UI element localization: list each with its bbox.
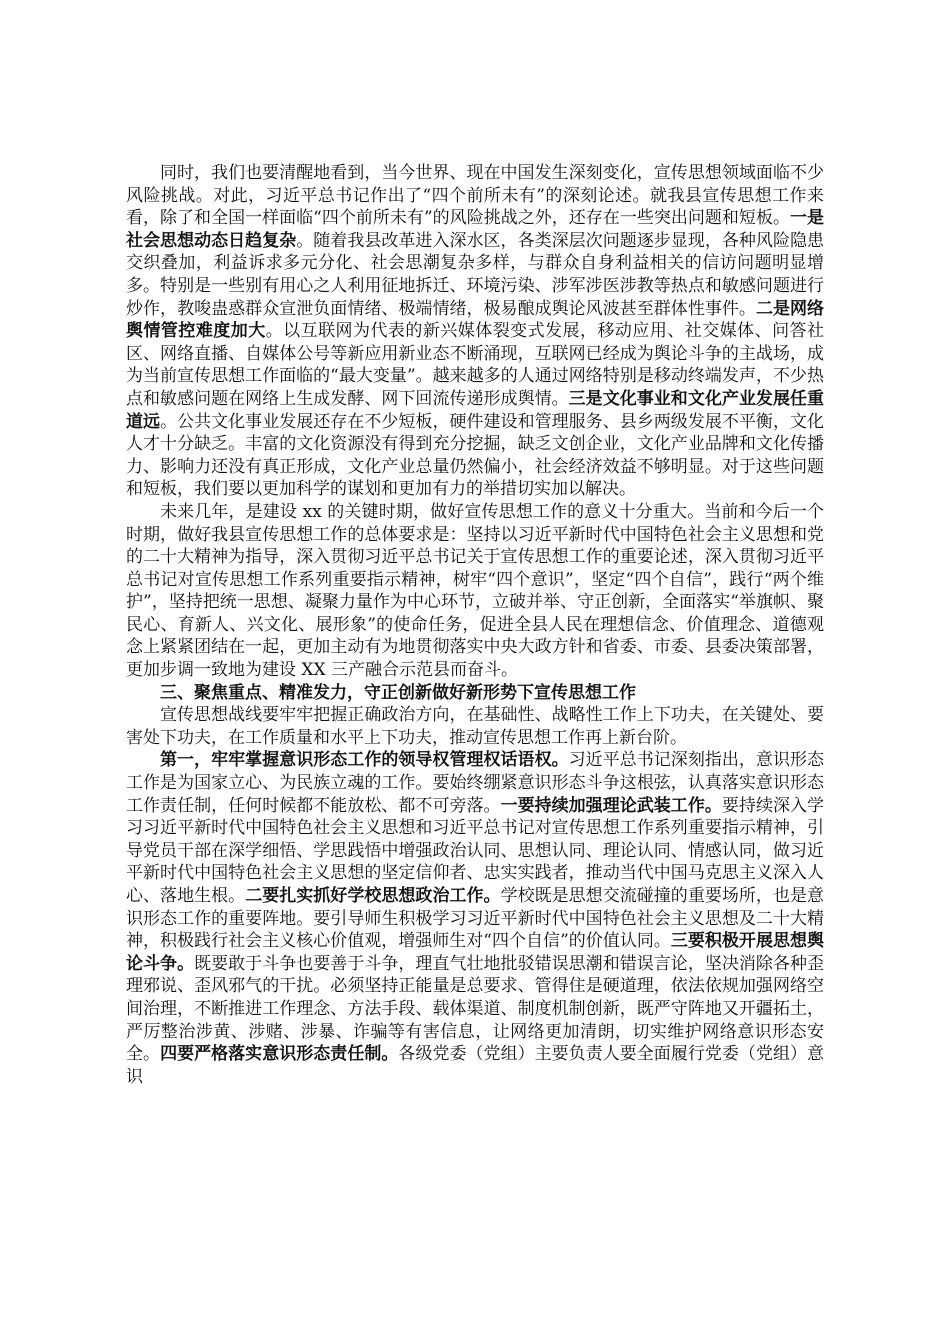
sub-item-four-text: 各级党委（党组）主要负责人要全面履行党委（党组）意识 (126, 1044, 825, 1087)
section-three-heading (126, 682, 824, 705)
point-two-text: 。以互联网为代表的新兴媒体裂变式发展，移动应用、社交媒体、问答社区、网络直播、自媒体公号等新应用新业态不断涌现，互联网已经成为舆论斗争的主战场，成为当前宣传思想工作面临的“最大变量”。越来越多的人通过网络特别是移动终端发声，不少热点和敏感问题在网络上生成发酵、网下回流传递形成舆情。 (126, 321, 825, 409)
sub-item-two-heading: 二要扎实抓好学校思想政治工作。 (245, 886, 501, 906)
first-item-text: 习近平总书记深刻指出，意识形态工作是为国家立心、为民族立魂的工作。要始终绷紧意识形态斗争这根弦，认真落实意识形态工作责任制，任何时候都不能放松、都不可旁落。 (126, 750, 825, 816)
point-one-heading: 一是社会思想动态日趋复杂 (126, 208, 824, 251)
sub-item-four-heading: 四要严格落实意识形态责任制。 (160, 1044, 399, 1065)
sub-item-one-text: 要持续深入学习习近平新时代中国特色社会主义思想和习近平总书记对宣传思想工作系列重要指示精神，引导党员干部在深学细悟、学思践悟中增强政治认同、思想认同、理论认同、情感认同，做习近平新时代中国特色社会主义思想的坚定信仰者、忠实实践者，推动当代中国马克思主义深入人心、落地生根。 (126, 795, 825, 906)
sub-item-three-text: 既要敢于斗争也要善于斗争，理直气壮地批驳错误思潮和错误言论，坚决消除各种歪理邪说、歪风邪气的干扰。必须坚持正能量是总要求、管得住是硬道理，依法依规加强网络空间治理，不断推进工作理念、方法手段、载体渠道、制度机制创新，既严守阵地又开疆拓土，严厉整治涉黄、涉赌、涉暴、诈骗等有害信息，让网络更加清朗，切实维护网络意识形态安全。 (126, 953, 825, 1065)
paragraph-ideology-work (126, 749, 824, 1088)
paragraph-risks-challenges (126, 162, 824, 501)
risks-intro-text: 同时，我们也要清醒地看到，当今世界、现在中国发生深刻变化，宣传思想领域面临不少风险挑战。对此，习近平总书记作出了“四个前所未有”的深刻论述。就我县宣传思想工作来看，除了和全国一样面临“四个前所未有”的风险挑战之外，还存在一些突出问题和短板。 (126, 163, 824, 229)
paragraph-section-intro (126, 704, 824, 749)
point-three-text: 。公共文化事业发展还存在不少短板，硬件建设和管理服务、县乡两级发展不平衡，文化人才十分缺乏。丰富的文化资源没有得到充分挖掘，缺乏文创企业，文化产业品牌和文化传播力、影响力还没有真正形成，文化产业总量仍然偏小，社会经济效益不够明显。对于这些问题和短板，我们要以更加科学的谋划和更加有力的举措切实加以解决。 (126, 411, 825, 500)
first-item-heading: 第一，牢牢掌握意识形态工作的领导权管理权话语权。 (160, 750, 569, 771)
paragraph-overall-requirements (126, 501, 824, 682)
point-three-heading: 三是文化事业和文化产业发展任重道远 (126, 388, 825, 432)
sub-item-three-heading: 三要积极开展思想舆论斗争。 (126, 931, 824, 974)
section-three-title: 三、聚焦重点、精准发力，守正创新做好新形势下宣传思想工作 (160, 682, 636, 703)
requirements-text: 未来几年，是建设 xx 的关键时期，做好宣传思想工作的意义十分重大。当前和今后一个时期，做好我县宣传思想工作的总体要求是：坚持以习近平新时代中国特色社会主义思想和党的二十大精神为指导，深入贯彻习近平总书记关于宣传思想工作的重要论述，深入贯彻习近平总书记对宣传思想工作系列重要指示精神，树牢“四个意识”，坚定“四个自信”，践行“两个维护”，坚持把统一思想、凝聚力量作为中心环节，立破并举、守正创新，全面落实“举旗帜、聚民心、育新人、兴文化、展形象”的使命任务，促进全县人民在理想信念、价值理念、道德观念上紧紧团结在一起，更加主动有为地贯彻落实中央大政方针和省委、市委、县委决策部署，更加步调一致地为建设 XX 三产融合示范县而奋斗。 (126, 501, 824, 681)
sub-item-one-heading: 一要持续加强理论武装工作。 (500, 795, 722, 816)
sub-item-two-text: 学校既是思想交流碰撞的重要场所，也是意识形态工作的重要阵地。要引导师生积极学习习近平新时代中国特色社会主义思想及二十大精神，积极践行社会主义核心价值观，增强师生对“四个自信”的价值认同。 (126, 886, 825, 952)
point-two-heading: 二是网络舆情管控难度加大 (126, 298, 825, 342)
document-body (126, 162, 824, 1088)
point-one-text: 。随着我县改革进入深水区，各类深层次问题逐步显现，各种风险隐患交织叠加，利益诉求多元分化、社会思潮复杂多样，与群众自身利益相关的信访问题明显增多。特别是一些别有用心之人利用征地拆迁、环境污染、涉军涉医涉教等热点和敏感问题进行炒作，教唆蛊惑群众宣泄负面情绪、极端情绪，极易酿成舆论风波甚至群体性事件。 (126, 230, 824, 319)
section-intro-text: 宣传思想战线要牢牢把握正确政治方向，在基础性、战略性工作上下功夫，在关键处、要害处下功夫，在工作质量和水平上下功夫，推动宣传思想工作再上新台阶。 (126, 705, 824, 748)
